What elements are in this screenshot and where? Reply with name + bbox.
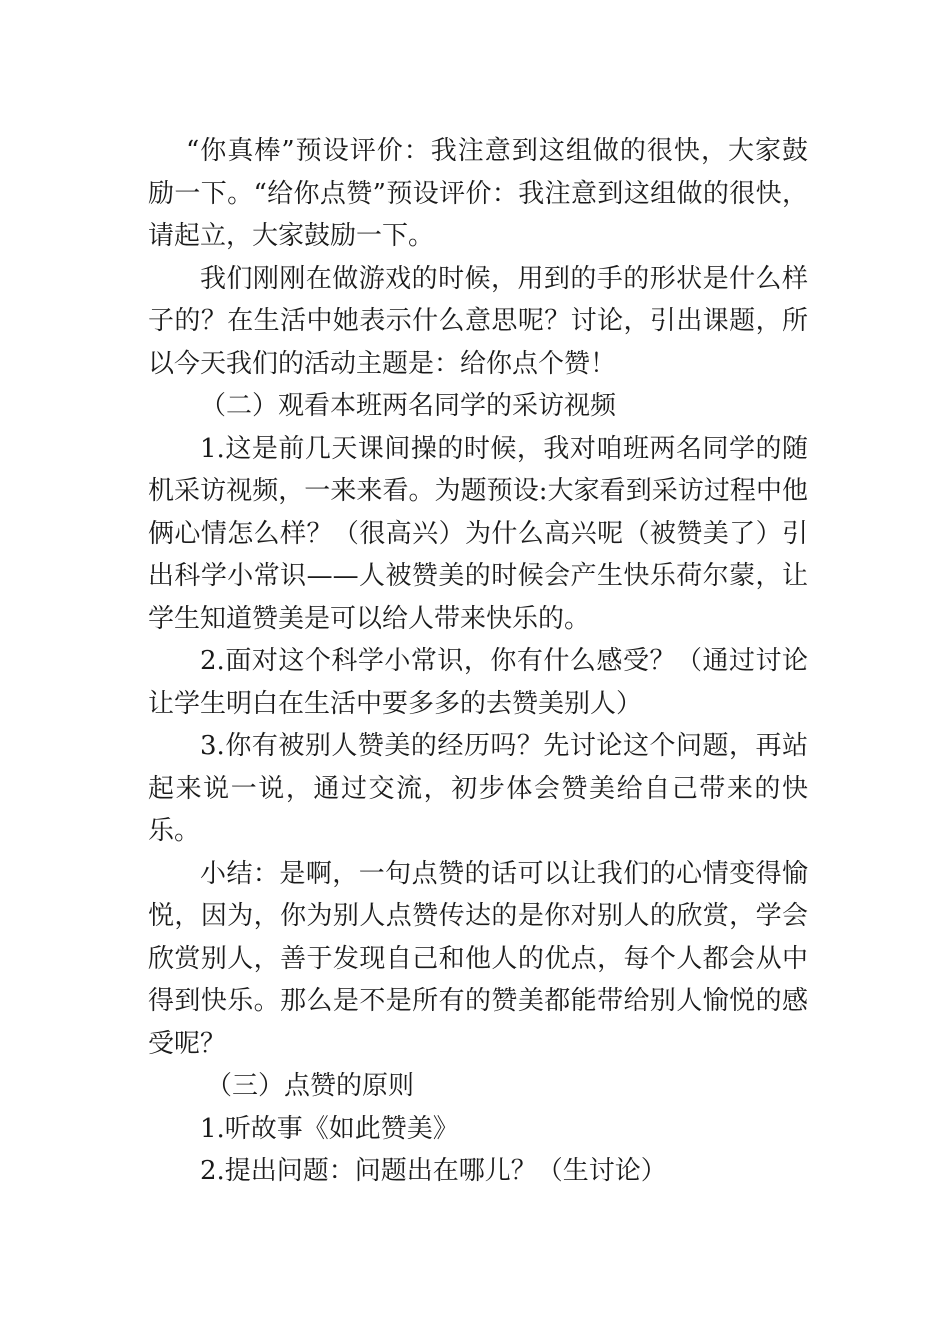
paragraph-item-1-interview: 1.这是前几天课间操的时候，我对咱班两名同学的随机采访视频，一来来看。为题预设:大家看到采访过程中他俩心情怎么样？（很高兴）为什么高兴呢（被赞美了）引出科学小常识——人被赞美的时候会产生快乐荷尔蒙，让学生知道赞美是可以给人带来快乐的。 bbox=[148, 433, 808, 634]
paragraph-hand-shape-topic: 我们刚刚在做游戏的时候，用到的手的形状是什么样子的？在生活中她表示什么意思呢？讨论，引出课题，所以今天我们的活动主题是：给你点个赞！ bbox=[148, 263, 808, 379]
paragraph-summary: 小结：是啊，一句点赞的话可以让我们的心情变得愉悦，因为，你为别人点赞传达的是你对别人的欣赏，学会欣赏别人，善于发现自己和他人的优点，每个人都会从中得到快乐。那么是不是所有的赞美都能带给别人愉悦的感受呢？ bbox=[148, 858, 808, 1059]
paragraph-question: 2.提出问题：问题出在哪儿？（生讨论） bbox=[200, 1156, 667, 1186]
section-heading-three: （三）点赞的原则 bbox=[206, 1071, 415, 1101]
paragraph-item-3-experience: 3.你有被别人赞美的经历吗？先讨论这个问题，再站起来说一说，通过交流，初步体会赞美给自己带来的快乐。 bbox=[148, 731, 808, 846]
section-heading-two: （二）观看本班两名同学的采访视频 bbox=[200, 391, 617, 421]
paragraph-preset-evaluation: “你真棒”预设评价：我注意到这组做的很快，大家鼓励一下。“给你点赞”预设评价：我注意到这组做的很快，请起立，大家鼓励一下。 bbox=[148, 136, 808, 251]
paragraph-story: 1.听故事《如此赞美》 bbox=[200, 1113, 459, 1144]
paragraph-item-2-feelings: 2.面对这个科学小常识，你有什么感受？（通过讨论让学生明白在生活中要多多的去赞美别人） bbox=[148, 646, 808, 719]
document-body bbox=[148, 130, 808, 1193]
